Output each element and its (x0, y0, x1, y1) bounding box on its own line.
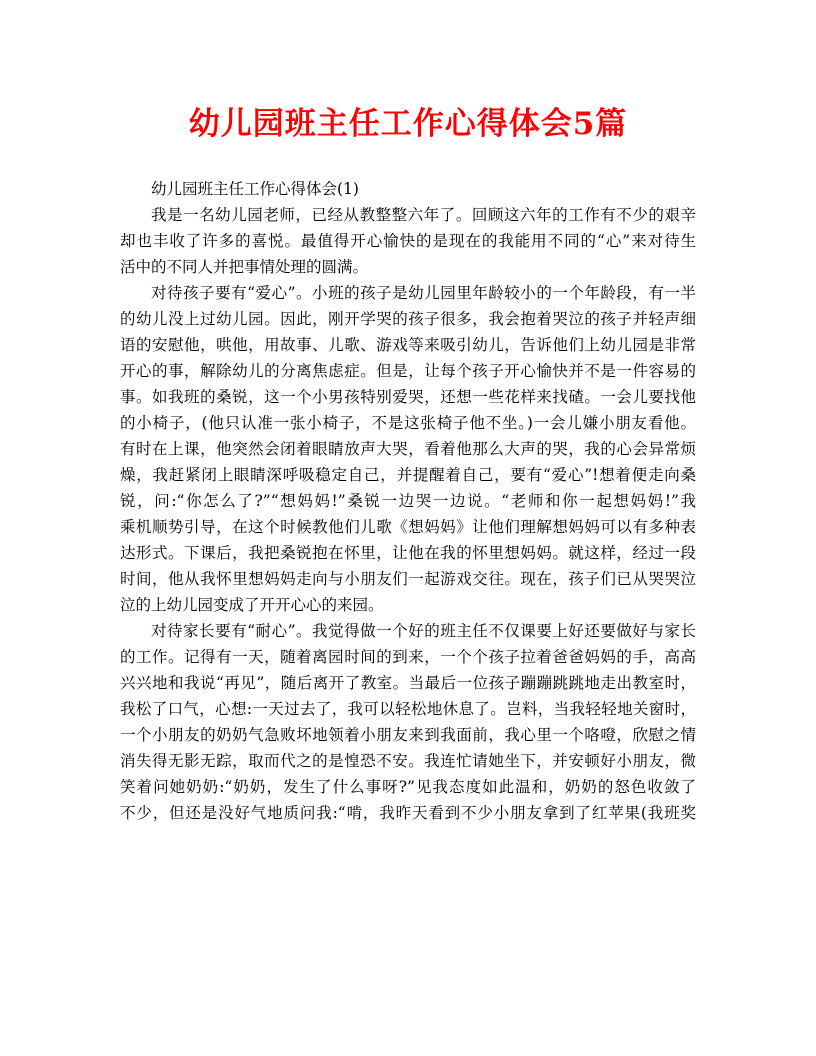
body-text-line: 对待孩子要有“爱心”。小班的孩子是幼儿园里年龄较小的一个年龄段，有一半 (151, 284, 696, 302)
body-text-line: 消失得无影无踪，取而代之的是惶恐不安。我连忙请她坐下，并安顿好小朋友，微 (120, 752, 696, 770)
body-text-line: 活中的不同人并把事情处理的圆满。 (120, 258, 369, 276)
document-body (120, 176, 696, 826)
body-text-line: 我是一名幼儿园老师，已经从教整整六年了。回顾这六年的工作有不少的艰辛 (151, 206, 696, 224)
body-text-line: 不少，但还是没好气地质问我:“啃，我昨天看到不少小朋友拿到了红苹果(我班奖 (120, 804, 696, 822)
body-text-line: 燥，我赶紧闭上眼睛深呼吸稳定自己，并提醒着自己，要有“爱心”!想着便走向桑 (120, 466, 696, 484)
body-text-line: 事。如我班的桑锐，这一个小男孩特别爱哭，还想一些花样来找碴。一会儿要找他 (120, 388, 696, 406)
body-text-line: 对待家长要有“耐心”。我觉得做一个好的班主任不仅课要上好还要做好与家长 (151, 622, 696, 640)
body-text-line: 幼儿园班主任工作心得体会(1) (151, 180, 359, 198)
body-text-line: 兴兴地和我说“再见”，随后离开了教室。当最后一位孩子蹦蹦跳跳地走出教室时， (120, 674, 696, 692)
body-text-line: 泣的上幼儿园变成了开开心心的来园。 (120, 596, 384, 614)
body-text-line: 时间，他从我怀里想妈妈走向与小朋友们一起游戏交往。现在，孩子们已从哭哭泣 (120, 570, 696, 588)
body-text-line: 一个小朋友的奶奶气急败坏地领着小朋友来到我面前，我心里一个咯噔，欣慰之情 (120, 726, 696, 744)
body-text-line: 的幼儿没上过幼儿园。因此，刚开学哭的孩子很多，我会抱着哭泣的孩子并轻声细 (120, 310, 696, 328)
body-text-line: 达形式。下课后，我把桑锐抱在怀里，让他在我的怀里想妈妈。就这样，经过一段 (120, 544, 696, 562)
document-title: 幼儿园班主任工作心得体会5篇 (188, 106, 628, 142)
body-text-line: 笑着问她奶奶:“奶奶，发生了什么事呀?”见我态度如此温和，奶奶的怒色收敛了 (120, 778, 696, 796)
body-text-line: 的小椅子，(他只认准一张小椅子，不是这张椅子他不坐。)一会儿嫌小朋友看他。 (120, 414, 696, 432)
body-text-line: 开心的事，解除幼儿的分离焦虑症。但是，让每个孩子开心愉快并不是一件容易的 (120, 362, 696, 380)
body-text-line: 乘机顺势引导，在这个时候教他们儿歌《想妈妈》让他们理解想妈妈可以有多种表 (120, 518, 696, 536)
body-text-line: 有时在上课，他突然会闭着眼睛放声大哭，看着他那么大声的哭，我的心会异常烦 (120, 440, 696, 458)
body-text-line: 却也丰收了许多的喜悦。最值得开心愉快的是现在的我能用不同的“心”来对待生 (120, 232, 696, 250)
body-text-line: 语的安慰他，哄他，用故事、儿歌、游戏等来吸引幼儿，告诉他们上幼儿园是非常 (120, 336, 696, 354)
body-text-line: 锐，问:“你怎么了?”“想妈妈!”桑锐一边哭一边说。“老师和你一起想妈妈!”我 (120, 492, 696, 510)
body-text-line: 我松了口气，心想:一天过去了，我可以轻松地休息了。岂料，当我轻轻地关窗时， (120, 700, 696, 718)
body-text-line: 的工作。记得有一天，随着离园时间的到来，一个个孩子拉着爸爸妈妈的手，高高 (120, 648, 696, 666)
